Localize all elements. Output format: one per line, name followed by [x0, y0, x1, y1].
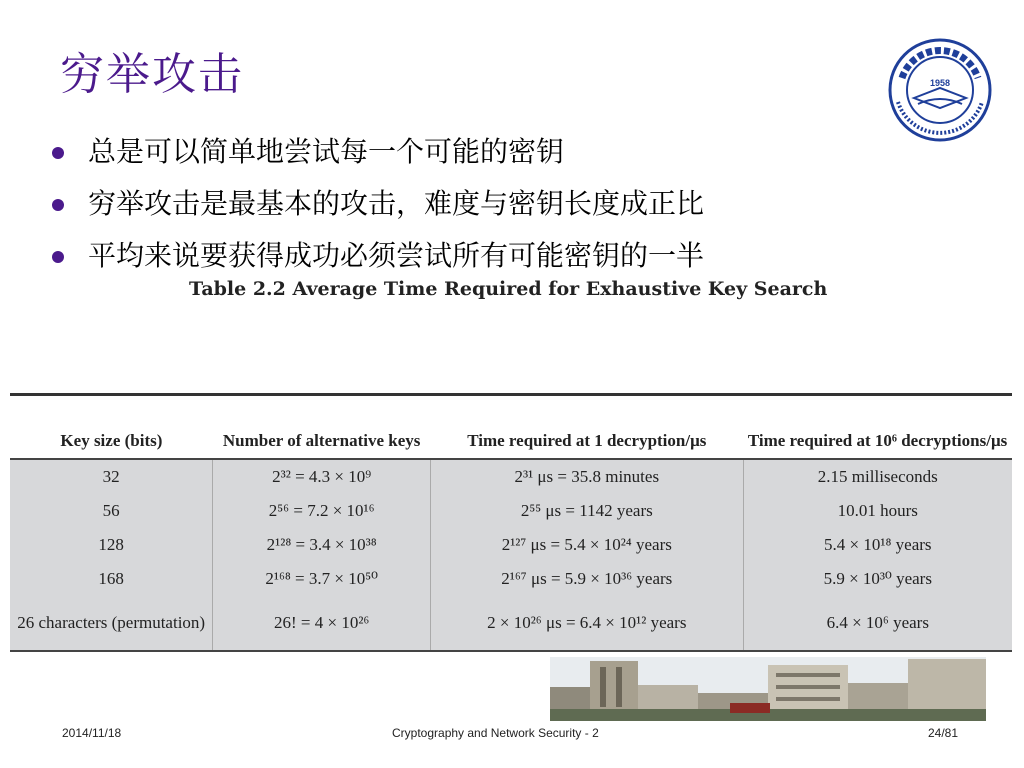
- logo-year: 1958: [929, 78, 951, 88]
- cell-time-single: 2 × 10²⁶ μs = 6.4 × 10¹² years: [430, 596, 743, 651]
- bullet-dot-icon: [52, 251, 64, 263]
- cell-alternative-keys: 26! = 4 × 10²⁶: [213, 596, 431, 651]
- cell-key-size: 32: [10, 459, 213, 494]
- cell-time-single: 2¹²⁷ μs = 5.4 × 10²⁴ years: [430, 528, 743, 562]
- cell-key-size: 26 characters (permutation): [10, 596, 213, 651]
- slide-title: 穷举攻击: [60, 49, 244, 100]
- cell-key-size: 56: [10, 494, 213, 528]
- cell-time-million: 10.01 hours: [743, 494, 1012, 528]
- bullet-item: 总是可以简单地尝试每一个可能的密钥: [52, 126, 704, 178]
- bullet-item: 穷举攻击是最基本的攻击，难度与密钥长度成正比: [52, 178, 704, 230]
- cell-time-single: 2¹⁶⁷ μs = 5.9 × 10³⁶ years: [430, 562, 743, 596]
- cell-alternative-keys: 2¹⁶⁸ = 3.7 × 10⁵⁰: [213, 562, 431, 596]
- university-logo: [882, 38, 998, 142]
- table-row: [10, 596, 1012, 651]
- cell-time-million: 5.4 × 10¹⁸ years: [743, 528, 1012, 562]
- key-search-table: [10, 393, 1012, 645]
- cell-time-single: 2³¹ μs = 35.8 minutes: [430, 459, 743, 494]
- header-time-1e6-decryptions: Time required at 10⁶ decryptions/μs: [743, 395, 1012, 460]
- table-row: [10, 562, 1012, 596]
- header-alternative-keys: Number of alternative keys: [213, 395, 431, 460]
- bullet-item: 平均来说要获得成功必须尝试所有可能密钥的一半: [52, 230, 704, 282]
- footer-date: 2014/11/18: [62, 726, 122, 740]
- header-key-size: Key size (bits): [10, 395, 213, 460]
- footer-course: Cryptography and Network Security - 2: [392, 726, 599, 740]
- table-row: [10, 528, 1012, 562]
- cell-key-size: 128: [10, 528, 213, 562]
- table-row: [10, 494, 1012, 528]
- bullet-dot-icon: [52, 147, 64, 159]
- table-row: [10, 459, 1012, 494]
- footer-page-number: 24/81: [928, 726, 959, 740]
- table-header-row: [10, 395, 1012, 460]
- bullet-list: [52, 126, 704, 282]
- cell-time-million: 5.9 × 10³⁰ years: [743, 562, 1012, 596]
- header-time-1-decryption: Time required at 1 decryption/μs: [430, 395, 743, 460]
- campus-photo: [550, 657, 986, 721]
- cell-alternative-keys: 2⁵⁶ = 7.2 × 10¹⁶: [213, 494, 431, 528]
- cell-alternative-keys: 2¹²⁸ = 3.4 × 10³⁸: [213, 528, 431, 562]
- table-caption: Table 2.2 Average Time Required for Exhaustive Key Search: [189, 278, 828, 300]
- cell-alternative-keys: 2³² = 4.3 × 10⁹: [213, 459, 431, 494]
- cell-time-single: 2⁵⁵ μs = 1142 years: [430, 494, 743, 528]
- cell-time-million: 6.4 × 10⁶ years: [743, 596, 1012, 651]
- bullet-dot-icon: [52, 199, 64, 211]
- cell-key-size: 168: [10, 562, 213, 596]
- cell-time-million: 2.15 milliseconds: [743, 459, 1012, 494]
